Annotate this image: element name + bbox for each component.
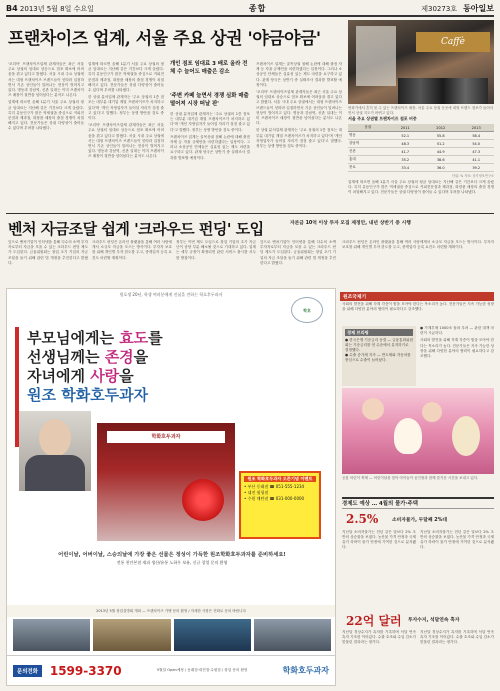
cpi-body-1: 지난달 소비자물가는 전년 같은 달보다 2% 초반의 상승률을 보였다. 농산물 가격 안정과 국제유가 하락이 물가 안정에 기여한 것으로 분석됐다. [342,530,416,549]
article2-column-2: 크라우드 펀딩은 온라인 플랫폼을 통해 여러 사람에게서 소규모 자금을 모으는 방식이다. 투자자 보호를 위해 개인별 투자 한도를 두고, 중개업자 등록 요건도 마련할 계획이다. [92,240,172,260]
article1-subhead-1: 개인 점포 임대료 3 배로 올라 전체 수 늘어도 매출은 감소 [170,61,248,75]
briefing-text: ● 가계부채 1000조 돌파 우려 — 관련 대책 마련이 시급하다. 사회의 발전을 위해 각계 각층이 힘을 모아야 한다는 목소리가 높다. 전문가들은 지속 가능한 성장을 위해 다양한 분야의 협력이 필요하다고 강조했다. [420,326,494,359]
store-sign: Caffè [416,32,490,52]
ad-brand-name: 원조 학화호두과자 [27,386,149,404]
page-date: 2013년 5월 8일 수요일 [19,5,94,13]
table-header: 2013 [458,124,494,132]
page-header [6,3,494,17]
ad-thumbnails [13,619,331,651]
article2-column-4: 앞으로 벤처기업이 인터넷을 통해 다수의 소액 투자자로부터 자금을 모을 수 있는 크라우드 펀딩 제도가 도입된다. 금융위원회는 창업 초기 기업의 자금 조달을 돕기 위해 관련 법 개정을 추진한다고 밝혔다. [260,240,336,265]
economy-section-heading: 경제도 예상 … 4월의 물가·주택 [342,497,494,509]
table-header: 2012 [423,124,458,132]
franchise-share-table [348,116,494,178]
ad-footer-brand: 학화호두과자 [282,666,329,675]
ad-info-bar: 2013년 5월 창업설명회 개최 — 프랜차이즈 가맹 문의 환영 / 자세한 사항은 전화로 문의 바랍니다 [7,605,335,617]
walnut-cake-advertisement[interactable] [6,288,336,686]
article1-column-5: 업계에 따르면 올해 1분기 서울 주요 상권의 평균 임대료는 지난해 같은 기간보다 크게 올랐다. 특히 유동인구가 많은 역세권을 중심으로 커피전문점과 제과점, 화장품 매장의 출점 경쟁이 치열해지고 있다. 전문가들은 상권 다양성이 줄어들 수 있다며 우려를 나타냈다. [348,180,494,195]
ad-store-sign: 학화호두과자 [107,431,225,443]
balance-body-1: 지난달 경상수지가 흑자를 기록하며 석달 연속 흑자 기조를 이어갔다. 수출 호조와 수입 감소가 맞물린 결과라는 평가다. [342,630,416,644]
ad-footer[interactable] [7,655,335,685]
carnation-icon [182,479,224,521]
page-number: B4 [6,4,18,13]
section-divider [6,213,494,214]
table-row: 강남역 48.3 51.2 54.0 [348,140,494,148]
article1-column-2: 업계에 따르면 올해 1분기 서울 주요 상권의 평균 임대료는 지난해 같은 기간보다 크게 올랐다. 특히 유동인구가 많은 역세권을 중심으로 커피전문점과 제과점, 화장품 매장의 출점 경쟁이 치열해지고 있다. 전문가들은 상권 다양성이 줄어들 수 있다며 우려를 나타냈다. 한 상권 분석업체 관계자는 '주요 상권의 1층 점포는 대부분 대기업 계열 프랜차이즈가 차지하고 있다'며 '개인 자영업자가 들어설 자리가 점점 줄고 있다'고 말했다. 정부는 상생 방안을 검토 중이다. '코리아' 프랜차이즈업체 관계자들은 최근 서울 주요 상권의 임대료 상승으로 점포 확보에 어려움을 겪고 있다고 밝혔다. 서울 시내 주요 상권에서는 대형 프랜차이즈 브랜드들이 잇따라 입점하면서 기존 상인들이 밀려나는 현상이 벌어지고 있다. 명동과 강남역, 신촌 일대는 이미 프랜차이즈 매장이 절반을 넘어섰다는 분석도 나온다. [88,62,164,159]
article2-column-5: 크라우드 펀딩은 온라인 플랫폼을 통해 여러 사람에게서 소규모 자금을 모으는 방식이다. 투자자 보호를 위해 개인별 투자 한도를 두고, 중개업자 등록 요건도 마련할 계획이다. [342,240,494,250]
article2-headline[interactable]: 벤처 자금조달 쉽게 '크라우드 펀딩' 도입 [8,220,264,238]
cpi-figure: 2.5% [346,512,379,526]
article2-column-3: 정부는 이번 제도 도입으로 창업 기업의 초기 자금난이 상당 부분 해소될 것으로 기대하고 있다. 업계는 세부 규정이 확정되면 관련 서비스 출시를 서두를 방침이다. [176,240,256,260]
ad-event-box[interactable] [239,471,321,539]
storefront-photo [348,20,494,104]
briefing-title: 경제 브리핑 [345,329,413,336]
table-header: 상권 [348,124,388,132]
ad-event-line: • 부산 동래점 ☎ 051-555-1234 [244,484,305,489]
ad-event-line: • 수원 매탄점 ☎ 031-000-0000 [244,496,305,501]
briefing-box: 경제 브리핑 ● 한국은행 기준금리 동결 — 금융통화위원회는 기준금리를 현 수준에서 유지하기로 결정했다. ● 수출 증가세 지속 — 반도체와 자동차를 중심으로 수출이 늘어났다. [342,326,416,386]
balance-label: 투자수지, 석달연속 흑자 [408,618,460,623]
right-news-body: 사회의 발전을 위해 각계 각층이 힘을 모아야 한다는 목소리가 높다. 전문가들은 지속 가능한 성장을 위해 다양한 분야의 협력이 필요하다고 강조했다. [342,302,494,312]
paper-logo: 동아일보 [463,3,494,13]
festival-caption: 공룡 어린이 축제 — 어린이날을 맞아 아이들이 곰인형과 함께 즐거운 시간을 보내고 있다. [342,476,479,480]
cpi-label: 소비자물가, 두달째 2%대 [392,518,448,523]
article1-column-3: 한 상권 분석업체 관계자는 '주요 상권의 1층 점포는 대부분 대기업 계열 프랜차이즈가 차지하고 있다'며 '개인 자영업자가 들어설 자리가 점점 줄고 있다'고 말했다. 정부는 상생 방안을 검토 중이다. 프랜차이즈 업계는 골목상권 침해 논란에 대해 출점 자제 등 자율 규제안을 마련하겠다는 입장이다. 그러나 소상공인 단체들은 실효성 있는 제도 마련을 요구하고 있다. 관계 당국은 상반기 중 실태조사 결과를 발표할 예정이다. [170,112,250,160]
article1-column-4: 프랜차이즈 업계는 골목상권 침해 논란에 대해 출점 자제 등 자율 규제안을 마련하겠다는 입장이다. 그러나 소상공인 단체들은 실효성 있는 제도 마련을 요구하고 있다. 관계 당국은 상반기 중 실태조사 결과를 발표할 예정이다. '코리아' 프랜차이즈업체 관계자들은 최근 서울 주요 상권의 임대료 상승으로 점포 확보에 어려움을 겪고 있다고 밝혔다. 서울 시내 주요 상권에서는 대형 프랜차이즈 브랜드들이 잇따라 입점하면서 기존 상인들이 밀려나는 현상이 벌어지고 있다. 명동과 강남역, 신촌 일대는 이미 프랜차이즈 매장이 절반을 넘어섰다는 분석도 나온다. 한 상권 분석업체 관계자는 '주요 상권의 1층 점포는 대부분 대기업 계열 프랜차이즈가 차지하고 있다'며 '개인 자영업자가 들어설 자리가 점점 줄고 있다'고 말했다. 정부는 상생 방안을 검토 중이다. [256,62,342,149]
ad-event-title: 원조 학화호두과자 오픈기념 이벤트 [244,476,316,482]
article2-subhead: 자본금 10억 이상 투자 모집 제정안, 내년 상반기 중 시행 [290,221,411,226]
table-row: 신촌 41.7 44.9 47.3 [348,148,494,156]
festival-photo [342,388,494,474]
balance-figure: 22억 달러 [346,614,402,628]
ad-top-line: 원호생 20년, 학생 여러분에게 진심을 전하는 학호후두과자 [119,292,223,297]
ad-footer-text: 5월달 Open예정 / 동래점·대전점·수원점 / 창업 문의 환영 [156,668,248,672]
right-news-heading: 원조국제기 [340,292,494,301]
article1-column-1: '코리아' 프랜차이즈업체 관계자들은 최근 서울 주요 상권의 임대료 상승으로 점포 확보에 어려움을 겪고 있다고 밝혔다. 서울 시내 주요 상권에서는 대형 프랜차이즈 브랜드들이 잇따라 입점하면서 기존 상인들이 밀려나는 현상이 벌어지고 있다. 명동과 강남역, 신촌 일대는 이미 프랜차이즈 매장이 절반을 넘어섰다는 분석도 나온다. 업계에 따르면 올해 1분기 서울 주요 상권의 평균 임대료는 지난해 같은 기간보다 크게 올랐다. 특히 유동인구가 많은 역세권을 중심으로 커피전문점과 제과점, 화장품 매장의 출점 경쟁이 치열해지고 있다. 전문가들은 상권 다양성이 줄어들 수 있다며 우려를 나타냈다. [8,62,84,131]
ad-brand-logo: 학호 [291,297,323,323]
table-header: 2011 [388,124,423,132]
ad-headline: 부모님에게는 효도를 선생님께는 존경을 자녀에게 사랑을 원조 학화호두과자 [27,329,267,405]
issue-number: 제30273호 [421,5,458,13]
section-name: 종합 [248,4,267,13]
ad-phone-number[interactable]: 1599-3370 [49,663,122,678]
article1-headline[interactable]: 프랜차이즈 업계, 서울 주요 상권 '야금야금' [8,29,321,49]
table-title: 서울 주요 상권별 프랜차이즈 점포 비중 [348,116,417,121]
storefront-caption: 번화가에서 흔히 볼 수 있는 프랜차이즈 매장. 서울 주요 상권 곳곳에 대형 브랜드 점포가 들어서면서 상권 지도가 바뀌고 있다. [348,106,494,115]
table-source: 단위: % 자료: 상가정보연구소 [451,174,494,178]
ad-event-line: • 대전 월평점 [244,490,269,495]
ad-call-label: 문의전화 [13,665,42,677]
balance-body-2: 지난달 경상수지가 흑자를 기록하며 석달 연속 흑자 기조를 이어갔다. 수출 호조와 수입 감소가 맞물린 결과라는 평가다. [420,630,494,644]
table-row: 홍대 35.2 38.6 41.1 [348,156,494,164]
article1-subhead-2: '주변 카페 늘면서 경쟁 심화 매출 떨어져 시장 떠날 판' [170,93,249,107]
article2-column-1: 앞으로 벤처기업이 인터넷을 통해 다수의 소액 투자자로부터 자금을 모을 수 있는 크라우드 펀딩 제도가 도입된다. 금융위원회는 창업 초기 기업의 자금 조달을 돕기 위해 관련 법 개정을 추진한다고 밝혔다. [8,240,88,265]
cpi-body-2: 지난달 소비자물가는 전년 같은 달보다 2% 초반의 상승률을 보였다. 농산물 가격 안정과 국제유가 하락이 물가 안정에 기여한 것으로 분석됐다. [420,530,494,549]
ad-ceo-photo [19,411,91,491]
ad-body-text: 어린이날, 어버이날, 스승의날에 가장 좋은 선물은 정성이 가득한 원조학화호두과자를 준비하세요! 전통 천안본점 제과 생산/유통 노하우 보유, 신규 창업 문의 환영 [58,552,286,565]
table-row: 명동 52.1 55.8 58.4 [348,132,494,140]
table-row: 종로 33.4 36.0 39.2 [348,164,494,172]
